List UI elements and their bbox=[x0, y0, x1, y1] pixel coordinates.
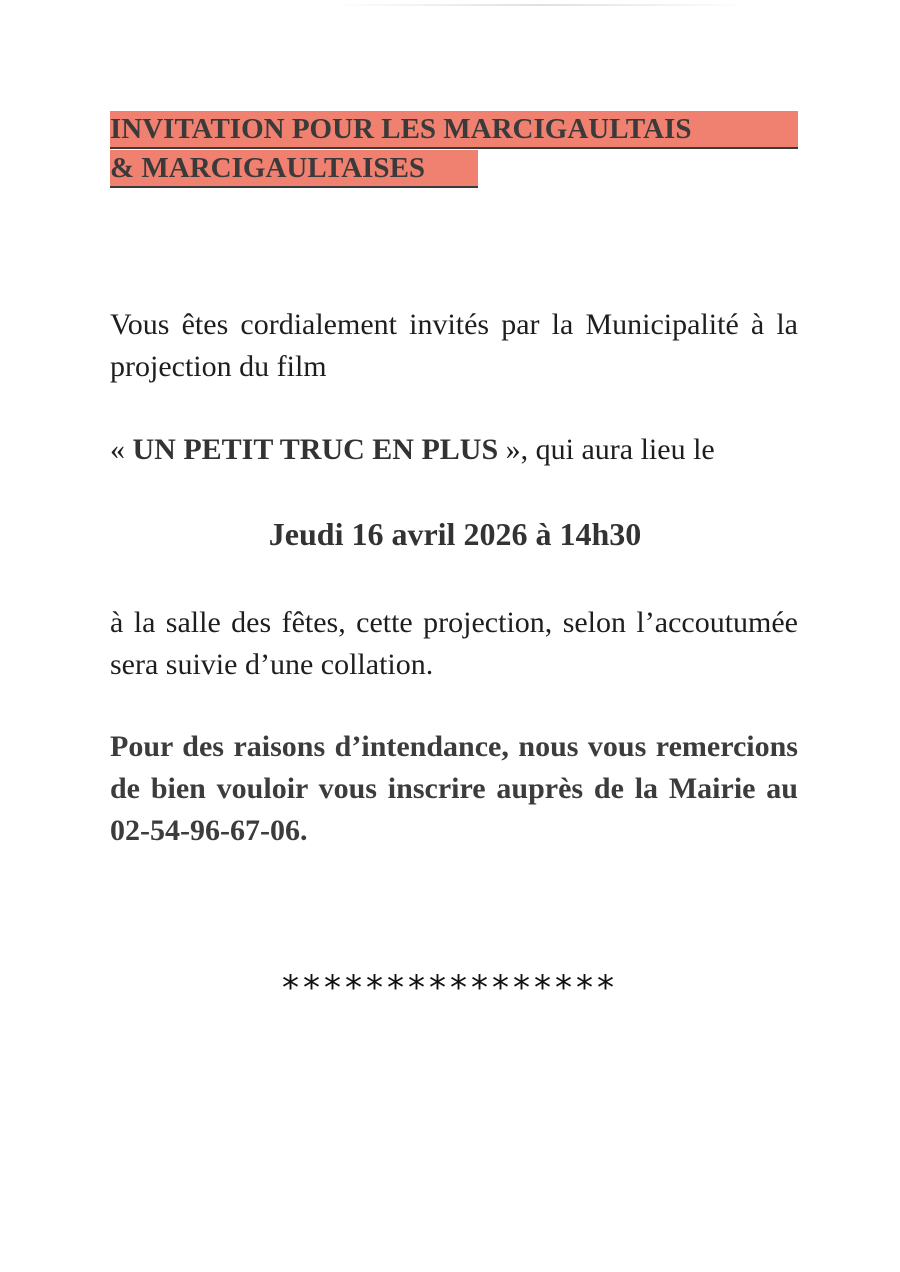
separator-stars: **************** bbox=[282, 968, 618, 1008]
film-paragraph bbox=[110, 429, 798, 471]
event-date bbox=[0, 512, 900, 556]
registration-notice: Pour des raisons d’intendance, nous vous remercions de bien vouloir vous inscrire auprès de la Mairie au 02-54-96-67-06. bbox=[110, 730, 798, 847]
venue-paragraph: à la salle des fêtes, cette projection, selon l’accoutumée sera suivie d’une collation. bbox=[110, 606, 798, 681]
film-quote-open: « bbox=[110, 433, 133, 466]
film-quote-close: », qui aura lieu le bbox=[498, 433, 715, 466]
event-date-text: Jeudi 16 avril 2026 à 14h30 bbox=[268, 516, 642, 552]
intro-paragraph: Vous êtes cordialement invités par la Municipalité à la projection du film bbox=[110, 308, 798, 383]
invitation-title bbox=[110, 110, 810, 188]
film-title: UN PETIT TRUC EN PLUS bbox=[132, 433, 499, 466]
title-line-1: INVITATION POUR LES MARCIGAULTAIS bbox=[110, 111, 798, 149]
title-line-2: & MARCIGAULTAISES bbox=[110, 150, 478, 188]
scan-edge-mark bbox=[330, 4, 750, 6]
